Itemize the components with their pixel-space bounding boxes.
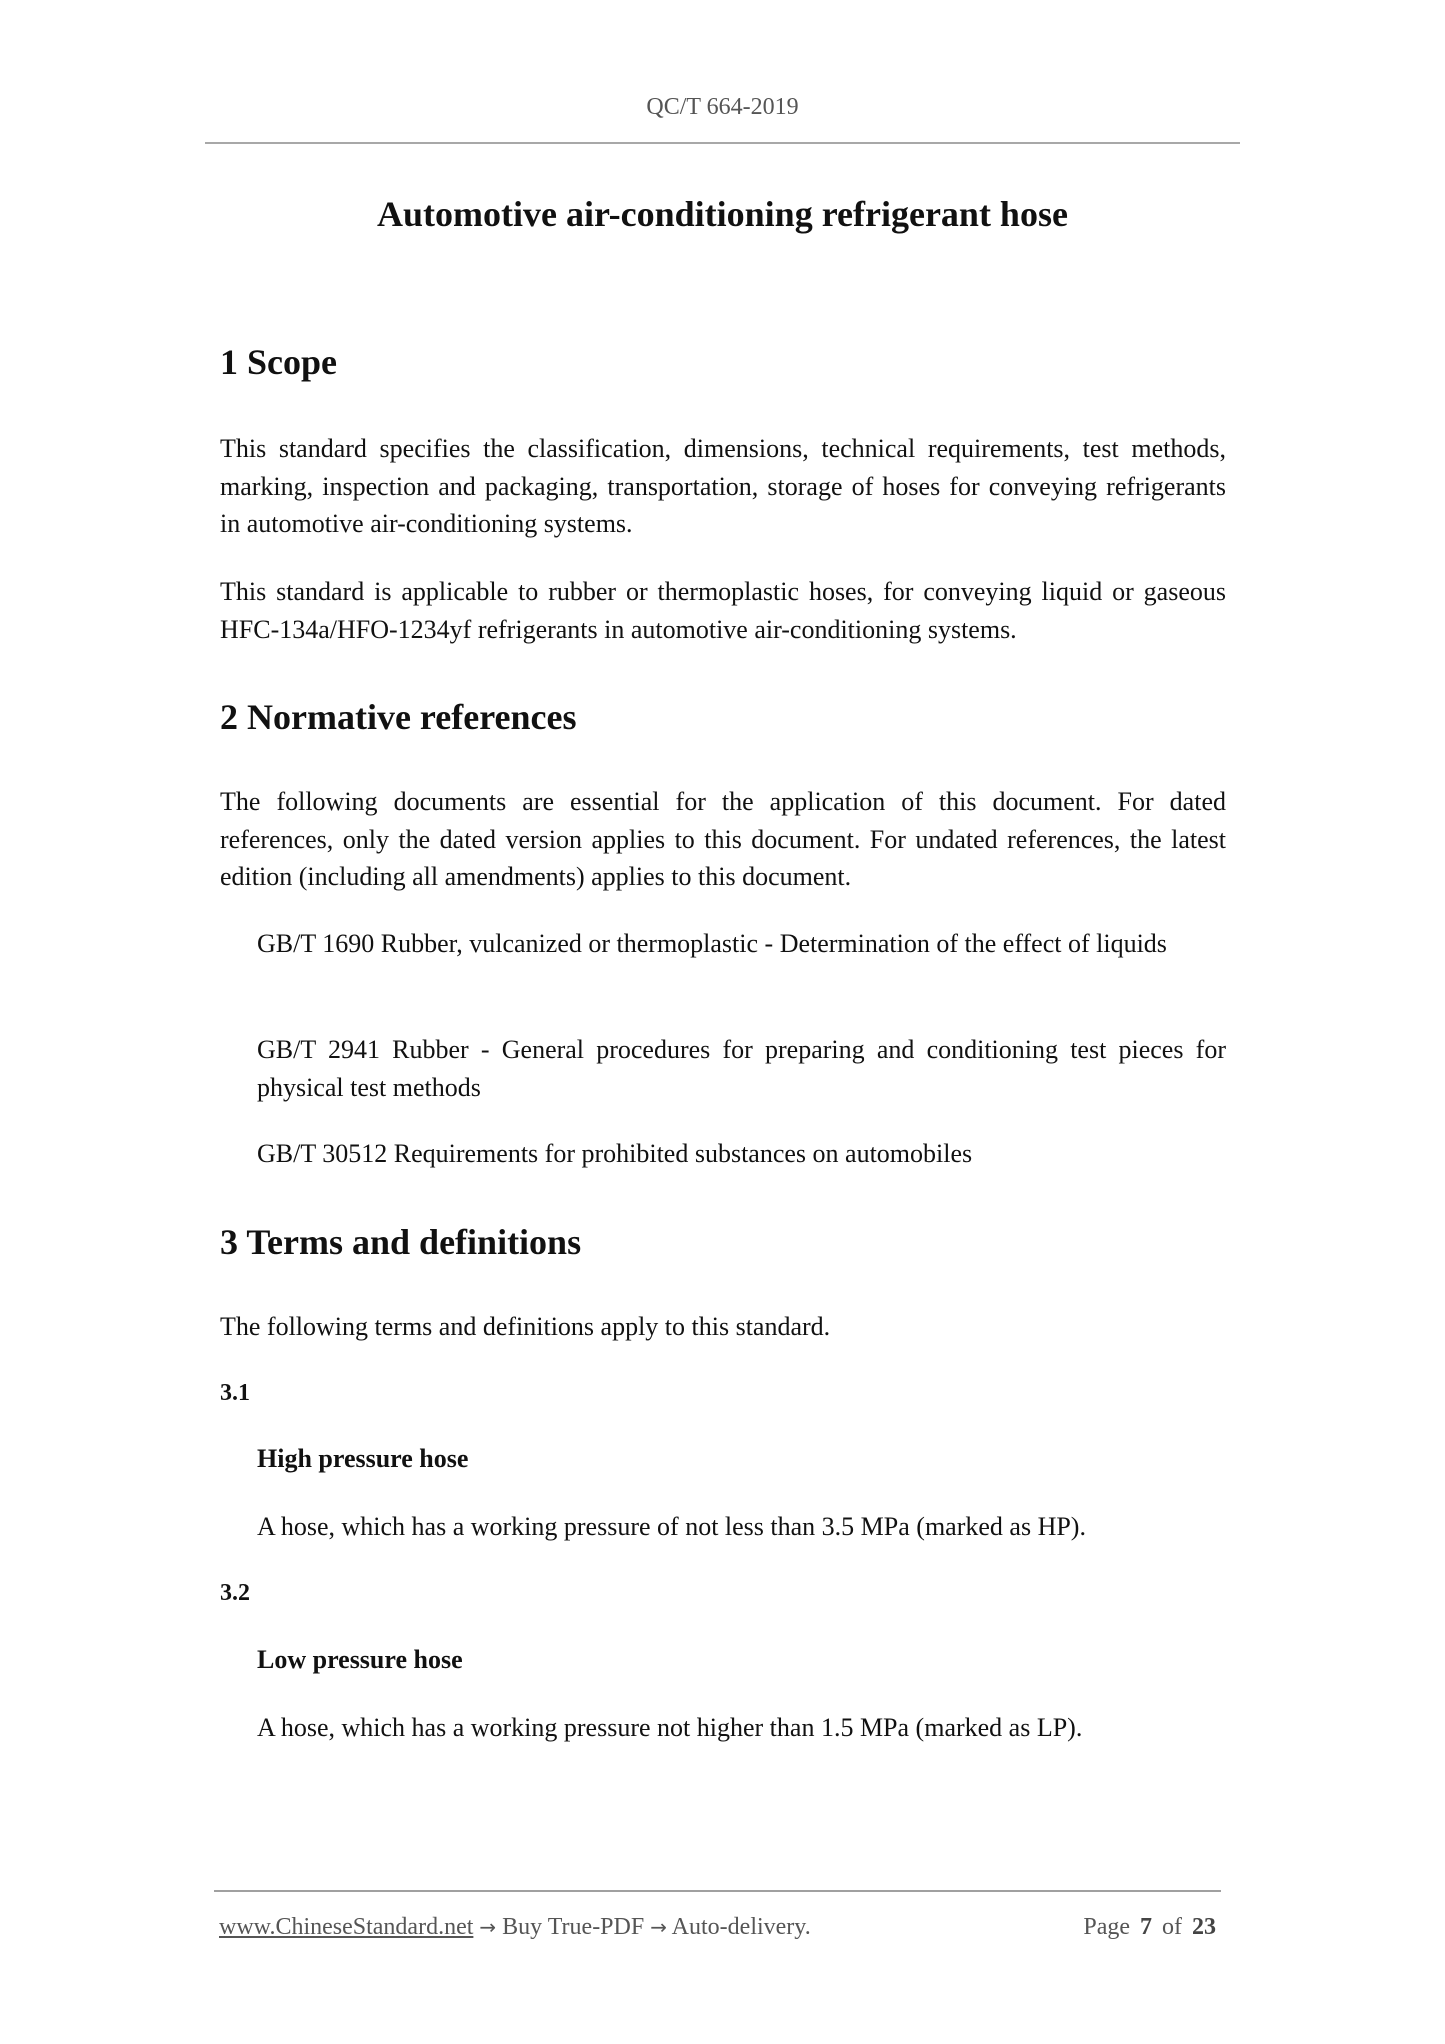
terms-intro-paragraph: The following terms and definitions apply to this standard. — [220, 1312, 831, 1341]
reference-item: GB/T 1690 Rubber, vulcanized or thermoplastic - Determination of the effect of liquids — [257, 929, 1167, 958]
scope-paragraph-2: This standard is applicable to rubber or thermoplastic hoses, for conveying liquid or gaseous HFC-134a/HFO-1234yf refrigerants in automotive air-conditioning systems. — [220, 577, 1226, 644]
buy-true-pdf-text: Buy True-PDF — [502, 1914, 645, 1940]
auto-delivery-text: Auto-delivery. — [671, 1914, 811, 1940]
section-heading-scope: 1 Scope — [220, 342, 337, 382]
arrow-right-icon: → — [479, 1915, 497, 1939]
reference-item: GB/T 2941 Rubber - General procedures for preparing and conditioning test pieces for physical test methods — [257, 1035, 1226, 1102]
page-of-label: of — [1162, 1914, 1182, 1940]
page-indicator — [1083, 1912, 1216, 1942]
document-title: Automotive air-conditioning refrigerant hose — [377, 194, 1068, 234]
term-number: 3.1 — [220, 1380, 250, 1406]
page-label: Page — [1083, 1914, 1130, 1940]
running-header-doc-code: QC/T 664-2019 — [646, 94, 799, 120]
page-total: 23 — [1192, 1914, 1216, 1940]
footer-promo — [219, 1912, 811, 1942]
page-current: 7 — [1140, 1914, 1152, 1940]
header-divider — [205, 142, 1240, 144]
section-heading-normative-references: 2 Normative references — [220, 697, 577, 737]
term-number: 3.2 — [220, 1580, 250, 1606]
arrow-right-icon: → — [650, 1915, 667, 1939]
term-definition: A hose, which has a working pressure not higher than 1.5 MPa (marked as LP). — [257, 1713, 1083, 1742]
footer-divider — [214, 1890, 1221, 1892]
scope-paragraph-1: This standard specifies the classification, dimensions, technical requirements, test methods, marking, inspection and packaging, transportation, storage of hoses for conveying refrigerants in automotive air-conditioning systems. — [220, 434, 1226, 538]
reference-item: GB/T 30512 Requirements for prohibited substances on automobiles — [257, 1139, 973, 1168]
website-link[interactable]: www.ChineseStandard.net — [219, 1914, 474, 1940]
term-name: Low pressure hose — [257, 1645, 463, 1674]
normative-intro-paragraph: The following documents are essential for the application of this document. For dated references, only the dated version applies to this document. For undated references, the latest edition (including all amendments) applies to this document. — [220, 787, 1226, 891]
term-definition: A hose, which has a working pressure of not less than 3.5 MPa (marked as HP). — [257, 1512, 1086, 1541]
section-heading-terms-definitions: 3 Terms and definitions — [220, 1222, 582, 1262]
term-name: High pressure hose — [257, 1444, 469, 1473]
